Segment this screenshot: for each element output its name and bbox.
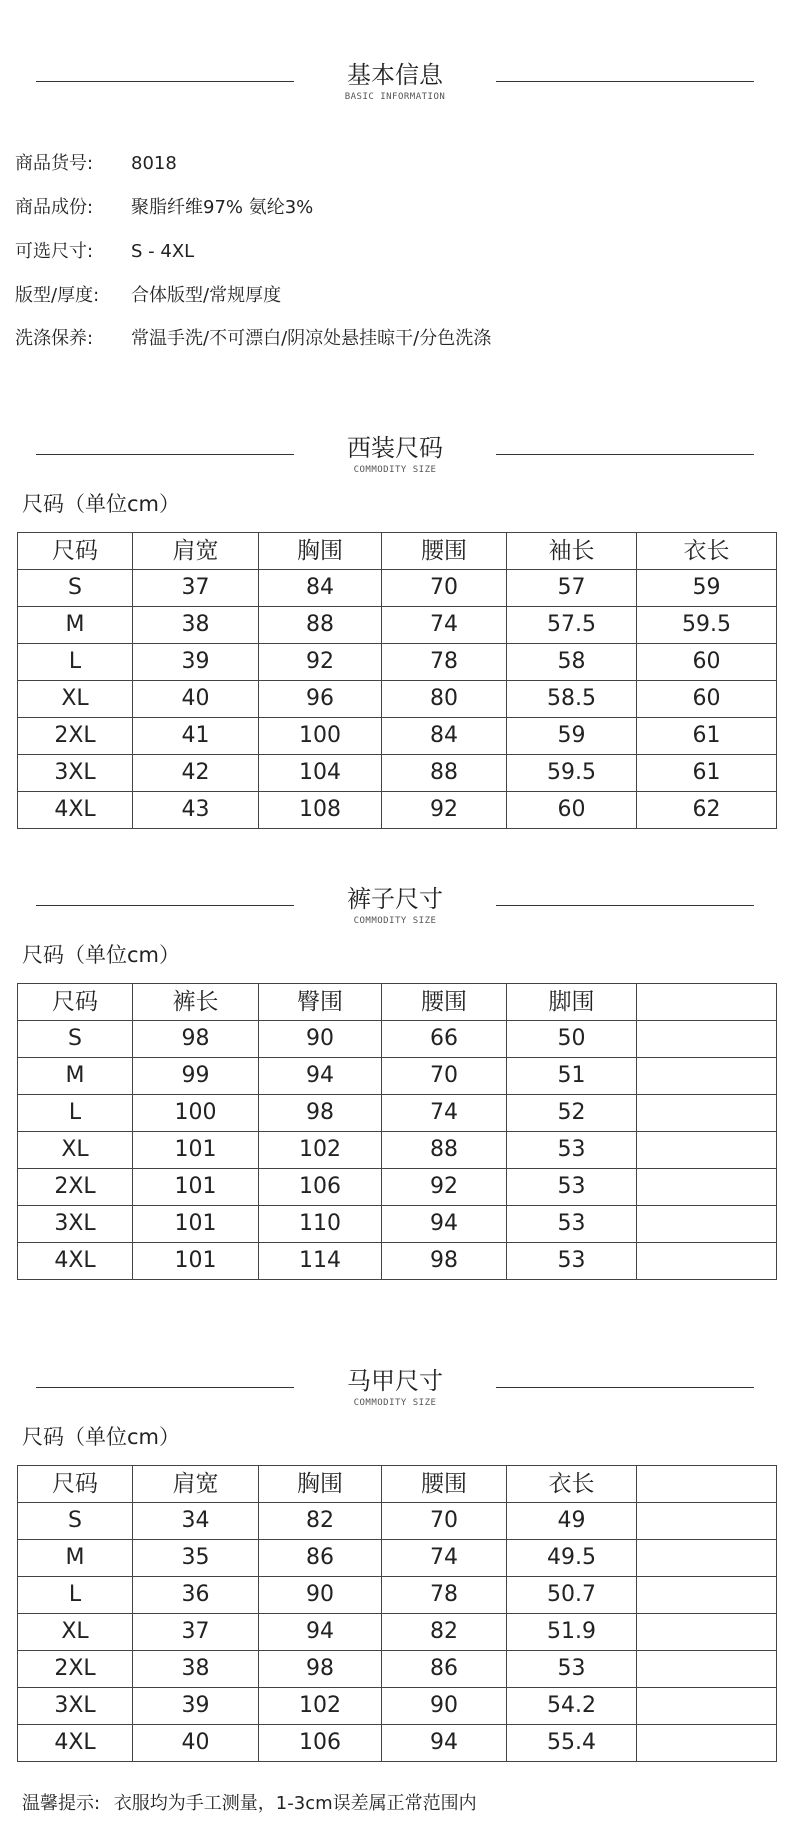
header-cell: 臀围 [259, 984, 382, 1021]
divider-right [496, 905, 754, 906]
table-cell: 2XL [18, 718, 133, 755]
table-cell: 88 [382, 755, 507, 792]
table-cell: 78 [382, 644, 507, 681]
table-cell: 53 [507, 1206, 637, 1243]
table-cell: 86 [382, 1651, 507, 1688]
unit-label: 尺码（单位cm） [22, 1425, 181, 1449]
header-cell: 衣长 [637, 533, 777, 570]
table-cell: 101 [133, 1243, 259, 1280]
table-cell: 61 [637, 718, 777, 755]
header-cell: 胸围 [259, 1466, 382, 1503]
table-cell: 60 [507, 792, 637, 829]
tip-note [22, 1790, 477, 1818]
info-value: 聚脂纤维97% 氨纶3% [131, 197, 314, 218]
table-cell: 102 [259, 1688, 382, 1725]
header-cell [637, 1466, 777, 1503]
pants-size-header [0, 884, 790, 934]
table-cell: 59 [507, 718, 637, 755]
table-cell: 57.5 [507, 607, 637, 644]
table-cell: 99 [133, 1058, 259, 1095]
table-cell: 98 [259, 1095, 382, 1132]
table-cell: 2XL [18, 1169, 133, 1206]
table-cell: L [18, 1577, 133, 1614]
table-cell: 98 [133, 1021, 259, 1058]
table-cell: 74 [382, 607, 507, 644]
header-cell: 肩宽 [133, 533, 259, 570]
info-value: 合体版型/常规厚度 [131, 285, 282, 306]
pants-size-table [17, 983, 777, 1280]
table-cell: 84 [382, 718, 507, 755]
table-cell: 53 [507, 1651, 637, 1688]
table-cell: 3XL [18, 1206, 133, 1243]
table-cell: 82 [382, 1614, 507, 1651]
table-cell: 101 [133, 1132, 259, 1169]
table-cell: 3XL [18, 1688, 133, 1725]
table-cell: 4XL [18, 792, 133, 829]
table-row [18, 1651, 777, 1688]
table-row [18, 1540, 777, 1577]
table-cell: 90 [259, 1577, 382, 1614]
table-cell: 110 [259, 1206, 382, 1243]
table-cell: 39 [133, 1688, 259, 1725]
table-cell: 94 [259, 1058, 382, 1095]
table-row [18, 1021, 777, 1058]
unit-label: 尺码（单位cm） [22, 492, 181, 516]
table-cell: 101 [133, 1206, 259, 1243]
table-row [18, 1243, 777, 1280]
table-cell: 51 [507, 1058, 637, 1095]
table-cell: 57 [507, 570, 637, 607]
section-subtitle: COMMODITY SIZE [353, 916, 437, 926]
table-cell: 51.9 [507, 1614, 637, 1651]
table-cell: 55.4 [507, 1725, 637, 1762]
info-label: 版型/厚度: [15, 285, 100, 306]
table-cell [637, 1169, 777, 1206]
table-cell: 82 [259, 1503, 382, 1540]
tip-label: 温馨提示: [22, 1793, 101, 1814]
divider-right [496, 454, 754, 455]
table-cell: 100 [133, 1095, 259, 1132]
table-row [18, 644, 777, 681]
table-cell: 41 [133, 718, 259, 755]
info-value: 常温手洗/不可漂白/阴凉处悬挂晾干/分色洗涤 [131, 328, 492, 349]
table-cell: 98 [259, 1651, 382, 1688]
divider-right [496, 1387, 754, 1388]
table-cell: 43 [133, 792, 259, 829]
info-label: 洗涤保养: [15, 328, 94, 349]
table-row [18, 681, 777, 718]
table-cell: 78 [382, 1577, 507, 1614]
table-row [18, 607, 777, 644]
table-cell: 52 [507, 1095, 637, 1132]
table-cell: 90 [259, 1021, 382, 1058]
table-cell: 61 [637, 755, 777, 792]
table-cell: 94 [382, 1206, 507, 1243]
table-cell [637, 1651, 777, 1688]
section-title: 裤子尺寸 [347, 885, 443, 913]
table-cell: 4XL [18, 1725, 133, 1762]
section-subtitle: BASIC INFORMATION [344, 92, 446, 102]
table-cell [637, 1614, 777, 1651]
table-cell: 92 [382, 792, 507, 829]
header-cell: 肩宽 [133, 1466, 259, 1503]
table-cell: S [18, 1503, 133, 1540]
table-cell: 101 [133, 1169, 259, 1206]
table-cell: 84 [259, 570, 382, 607]
suit-size-table [17, 532, 777, 829]
table-cell: 36 [133, 1577, 259, 1614]
table-cell: 49.5 [507, 1540, 637, 1577]
table-cell: 70 [382, 1058, 507, 1095]
table-cell [637, 1503, 777, 1540]
info-value: 8018 [131, 153, 177, 174]
table-cell: 94 [382, 1725, 507, 1762]
header-cell: 尺码 [18, 533, 133, 570]
table-cell [637, 1540, 777, 1577]
table-cell: XL [18, 1132, 133, 1169]
table-row [18, 1577, 777, 1614]
table-cell: 39 [133, 644, 259, 681]
table-cell: 59.5 [507, 755, 637, 792]
table-header-row [18, 984, 777, 1021]
table-cell: L [18, 1095, 133, 1132]
table-cell: 40 [133, 681, 259, 718]
info-value: S - 4XL [131, 241, 195, 262]
table-cell: 106 [259, 1169, 382, 1206]
table-cell: 104 [259, 755, 382, 792]
section-title: 马甲尺寸 [347, 1367, 443, 1395]
table-cell: 53 [507, 1169, 637, 1206]
table-cell [637, 1058, 777, 1095]
table-cell: 50.7 [507, 1577, 637, 1614]
table-cell: M [18, 1540, 133, 1577]
header-cell [637, 984, 777, 1021]
table-cell: 53 [507, 1132, 637, 1169]
table-cell: M [18, 1058, 133, 1095]
table-cell: M [18, 607, 133, 644]
table-cell: 37 [133, 570, 259, 607]
table-cell: 34 [133, 1503, 259, 1540]
section-subtitle: COMMODITY SIZE [353, 465, 437, 475]
table-cell: 92 [259, 644, 382, 681]
table-cell: 49 [507, 1503, 637, 1540]
table-cell [637, 1132, 777, 1169]
suit-size-header [0, 433, 790, 483]
divider-right [496, 81, 754, 82]
header-cell: 袖长 [507, 533, 637, 570]
table-cell: 70 [382, 570, 507, 607]
table-row [18, 1132, 777, 1169]
table-cell: XL [18, 681, 133, 718]
header-cell: 裤长 [133, 984, 259, 1021]
header-cell: 脚围 [507, 984, 637, 1021]
table-row [18, 1169, 777, 1206]
header-cell: 腰围 [382, 984, 507, 1021]
table-cell: 59 [637, 570, 777, 607]
basic-info-header [0, 60, 790, 110]
table-cell [637, 1243, 777, 1280]
header-cell: 胸围 [259, 533, 382, 570]
table-row [18, 1206, 777, 1243]
table-cell: 38 [133, 607, 259, 644]
table-cell: 38 [133, 1651, 259, 1688]
header-cell: 衣长 [507, 1466, 637, 1503]
table-cell: L [18, 644, 133, 681]
table-row [18, 1095, 777, 1132]
table-cell: 58 [507, 644, 637, 681]
table-cell: 59.5 [637, 607, 777, 644]
tip-text: 衣服均为手工测量，1-3cm误差属正常范围内 [113, 1793, 477, 1814]
table-cell: 88 [382, 1132, 507, 1169]
table-cell: 2XL [18, 1651, 133, 1688]
table-cell: 4XL [18, 1243, 133, 1280]
table-header-row [18, 533, 777, 570]
table-cell: 37 [133, 1614, 259, 1651]
vest-size-header [0, 1366, 790, 1416]
table-cell: 62 [637, 792, 777, 829]
table-cell: 86 [259, 1540, 382, 1577]
table-cell: 53 [507, 1243, 637, 1280]
table-row [18, 1058, 777, 1095]
table-cell: 96 [259, 681, 382, 718]
table-cell: 70 [382, 1503, 507, 1540]
table-row [18, 755, 777, 792]
table-cell: 66 [382, 1021, 507, 1058]
table-cell: 50 [507, 1021, 637, 1058]
table-cell: S [18, 1021, 133, 1058]
header-cell: 腰围 [382, 1466, 507, 1503]
table-cell: 74 [382, 1095, 507, 1132]
table-header-row [18, 1466, 777, 1503]
table-cell [637, 1095, 777, 1132]
section-subtitle: COMMODITY SIZE [353, 1398, 437, 1408]
info-label: 商品成份: [15, 197, 94, 218]
table-cell: 98 [382, 1243, 507, 1280]
table-row [18, 1614, 777, 1651]
header-cell: 尺码 [18, 1466, 133, 1503]
header-cell: 尺码 [18, 984, 133, 1021]
table-cell: 80 [382, 681, 507, 718]
table-cell: 102 [259, 1132, 382, 1169]
table-cell: S [18, 570, 133, 607]
table-row [18, 792, 777, 829]
table-cell: 42 [133, 755, 259, 792]
table-cell: 40 [133, 1725, 259, 1762]
table-cell: 100 [259, 718, 382, 755]
table-cell: 74 [382, 1540, 507, 1577]
table-cell: 60 [637, 681, 777, 718]
table-cell: 92 [382, 1169, 507, 1206]
info-label: 商品货号: [15, 153, 94, 174]
table-cell [637, 1021, 777, 1058]
table-row [18, 1725, 777, 1762]
section-title: 基本信息 [347, 61, 443, 89]
table-cell [637, 1725, 777, 1762]
table-cell: 54.2 [507, 1688, 637, 1725]
section-title: 西装尺码 [347, 434, 443, 462]
table-cell: 108 [259, 792, 382, 829]
table-cell: XL [18, 1614, 133, 1651]
table-row [18, 570, 777, 607]
table-cell: 114 [259, 1243, 382, 1280]
table-cell [637, 1206, 777, 1243]
table-row [18, 1503, 777, 1540]
table-cell: 35 [133, 1540, 259, 1577]
table-cell: 106 [259, 1725, 382, 1762]
vest-size-table [17, 1465, 777, 1762]
table-row [18, 1688, 777, 1725]
table-cell: 88 [259, 607, 382, 644]
header-cell: 腰围 [382, 533, 507, 570]
unit-label: 尺码（单位cm） [22, 943, 181, 967]
table-cell: 90 [382, 1688, 507, 1725]
table-cell: 60 [637, 644, 777, 681]
info-label: 可选尺寸: [15, 241, 94, 262]
table-cell [637, 1688, 777, 1725]
table-cell: 58.5 [507, 681, 637, 718]
table-row [18, 718, 777, 755]
table-cell: 94 [259, 1614, 382, 1651]
table-cell: 3XL [18, 755, 133, 792]
table-cell [637, 1577, 777, 1614]
